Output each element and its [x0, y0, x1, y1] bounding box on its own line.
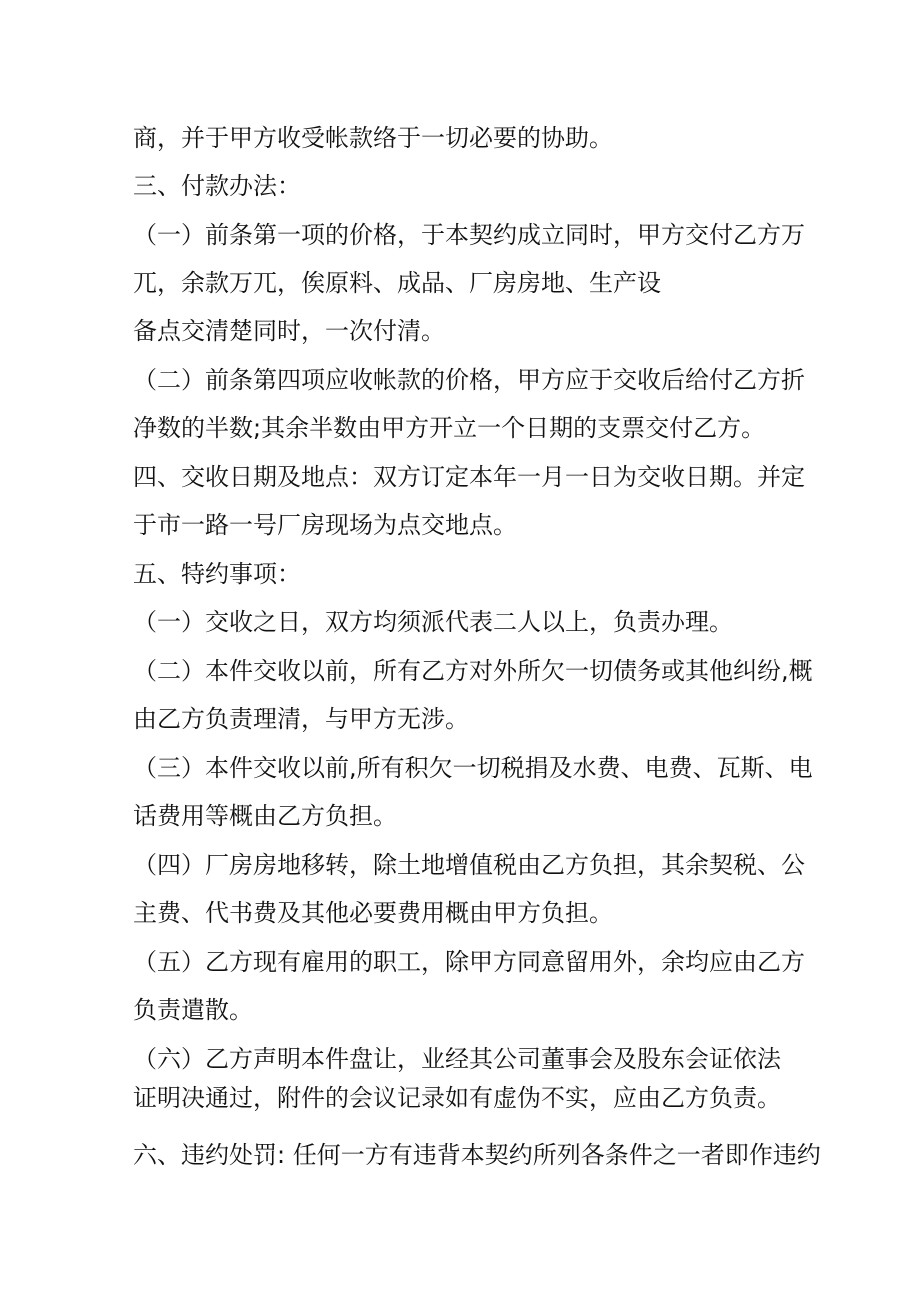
- text-line: 兀，余款万兀，俟原料、成品、厂房房地、生产设: [133, 269, 661, 297]
- text-line: （六）乙方声明本件盘让，业经其公司董事会及股东会证依法: [133, 1045, 781, 1073]
- text-line: 话费用等概由乙方负担。: [133, 802, 397, 830]
- text-line: （二）本件交收以前，所有乙方对外所欠一切债务或其他纠纷,概: [133, 657, 813, 685]
- text-line: 备点交清楚同时，一次付清。: [133, 317, 445, 345]
- text-line: （二）前条第四项应收帐款的价格，甲方应于交收后给付乙方折: [133, 366, 805, 394]
- text-line: 四、交收日期及地点：双方订定本年一月一日为交收日期。并定: [133, 463, 805, 491]
- text-line: 负责遣散。: [133, 996, 253, 1024]
- text-line: 净数的半数;其余半数由甲方开立一个日期的支票交付乙方。: [133, 414, 766, 442]
- text-line: 证明决通过，附件的会议记录如有虚伪不实，应由乙方负责。: [133, 1084, 781, 1112]
- section-heading: 五、特约事项：: [133, 560, 301, 588]
- text-line: 于市一路一号厂房现场为点交地点。: [133, 511, 517, 539]
- text-line: （五）乙方现有雇用的职工，除甲方同意留用外，余均应由乙方: [133, 948, 805, 976]
- section-heading: 三、付款办法：: [133, 172, 301, 200]
- text-line: （四）厂房房地移转，除土地增值税由乙方负担，其余契税、公: [133, 851, 805, 879]
- text-line: （三）本件交收以前,所有积欠一切税捐及水费、电费、瓦斯、电: [133, 754, 813, 782]
- text-line: 商，并于甲方收受帐款络于一切必要的协助。: [133, 124, 613, 152]
- text-line: （一）前条第一项的价格，于本契约成立同时，甲方交付乙方万: [133, 221, 805, 249]
- text-line: 由乙方负责理清，与甲方无涉。: [133, 705, 469, 733]
- text-line: （一）交收之日，双方均须派代表二人以上，负责办理。: [133, 608, 733, 636]
- section-heading: 六、违约处罚: 任何一方有违背本契约所列各条件之一者即作违约: [133, 1141, 821, 1169]
- text-line: 主费、代书费及其他必要费用概由甲方负担。: [133, 899, 613, 927]
